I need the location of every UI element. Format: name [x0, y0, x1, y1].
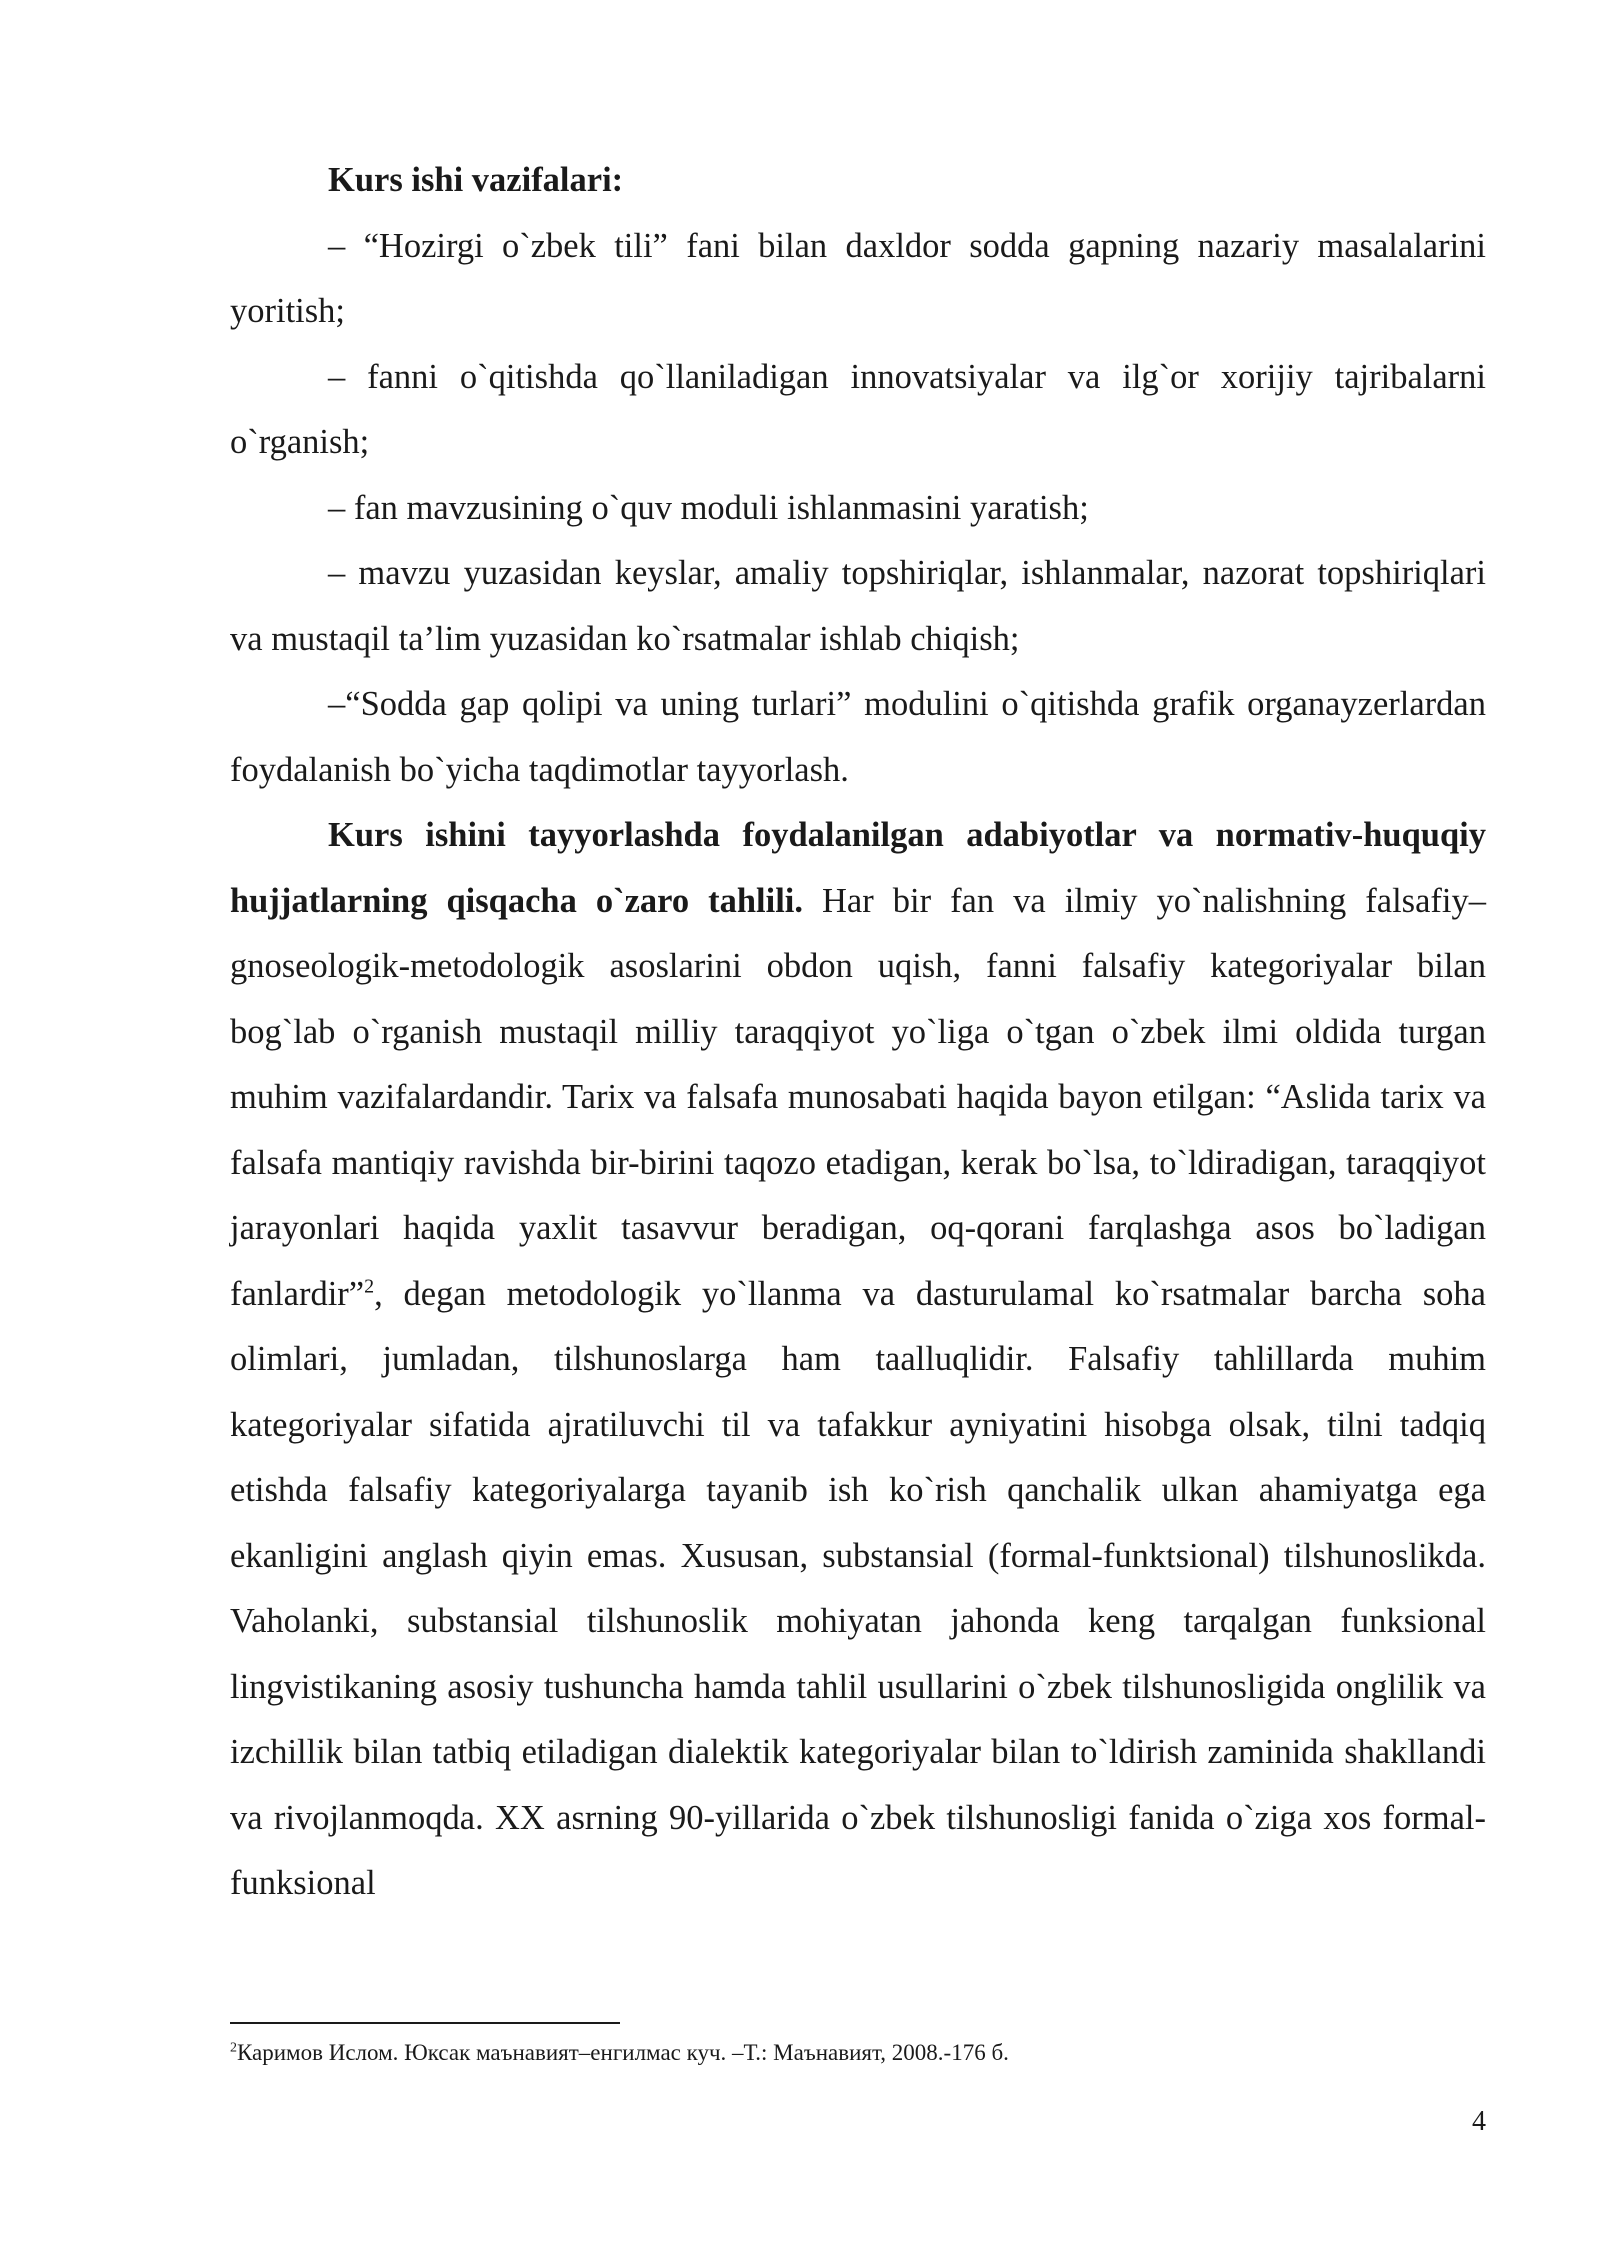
footnote: [230, 2038, 1486, 2068]
footnote-text: Каримов Ислом. Юксак маънавият–енгилмас куч. –Т.: Маънавият, 2008.-176 б.: [237, 2040, 1009, 2065]
paragraph-text-continued: , degan metodologik yo`llanma va dasturulamal ko`rsatmalar barcha soha olimlari, jumladan, tilshunoslarga ham taalluqlidir. Falsafiy tahlillarda muhim kategoriyalar sifatida ajratiluvchi til va tafakkur ayniyatini hisobga olsak, tilni tadqiq etishda falsafiy kategoriyalarga tayanib ish ko`rish qanchalik ulkan ahamiyatga ega ekanligini anglash qiyin emas. Xususan, substansial (formal-funktsional) tilshunoslikda. Vaholanki, substansial tilshunoslik mohiyatan jahonda keng tarqalgan funksional lingvistikaning asosiy tushuncha hamda tahlil usullarini o`zbek tilshunosligida onglilik va izchillik bilan tatbiq etiladigan dialektik kategoriyalar bilan to`ldirish zaminida shakllandi va rivojlanmoqda. XX asrning 90-yillarida o`zbek tilshunosligi fanida o`ziga xos formal-funksional: [230, 1274, 1486, 1902]
footnote-number: 2: [230, 2040, 237, 2056]
paragraph-text: Har bir fan va ilmiy yo`nalishning falsafiy–gnoseologik-metodologik asoslarini obdon uqish, fanni falsafiy kategoriyalar bilan bog`lab o`rganish mustaqil milliy taraqqiyot yo`liga o`tgan o`zbek ilmi oldida turgan muhim vazifalardandir. Tarix va falsafa munosabati haqida bayon etilgan: “Aslida tarix va falsafa mantiqiy ravishda bir-birini taqozo etadigan, kerak bo`lsa, to`ldiradigan, taraqqiyot jarayonlari haqida yaxlit tasavvur beradigan, oq-qorani farqlashga asos bo`ladigan fanlardir”: [230, 881, 1486, 1313]
footnote-marker: 2: [364, 1275, 375, 1297]
task-item: – “Hozirgi o`zbek tili” fani bilan daxldor sodda gapning nazariy masalalarini yoritish;: [230, 226, 1486, 330]
task-item: – fanni o`qitishda qo`llaniladigan innovatsiyalar va ilg`or xorijiy tajribalarni o`rganish;: [230, 357, 1486, 461]
task-item: – mavzu yuzasidan keyslar, amaliy topshiriqlar, ishlanmalar, nazorat topshiriqlari va mustaqil ta’lim yuzasidan ko`rsatmalar ishlab chiqish;: [230, 554, 1486, 658]
task-item: – fan mavzusining o`quv moduli ishlanmasini yaratish;: [328, 488, 1089, 527]
footnote-separator: [230, 2022, 620, 2024]
body-text: [230, 148, 1486, 1917]
main-paragraph: [230, 803, 1486, 1917]
paragraph-bold-lead: Kurs ishini tayyorlashda foydalanilgan adabiyotlar va normativ-huquqiy hujjatlarning qisqacha o`zaro tahlili.: [230, 816, 1486, 920]
task-item: –“Sodda gap qolipi va uning turlari” modulini o`qitishda grafik organayzerlardan foydalanish bo`yicha taqdimotlar tayyorlash.: [230, 685, 1486, 789]
page-number: 4: [1472, 2106, 1486, 2137]
section-heading: Kurs ishi vazifalari:: [328, 161, 624, 199]
